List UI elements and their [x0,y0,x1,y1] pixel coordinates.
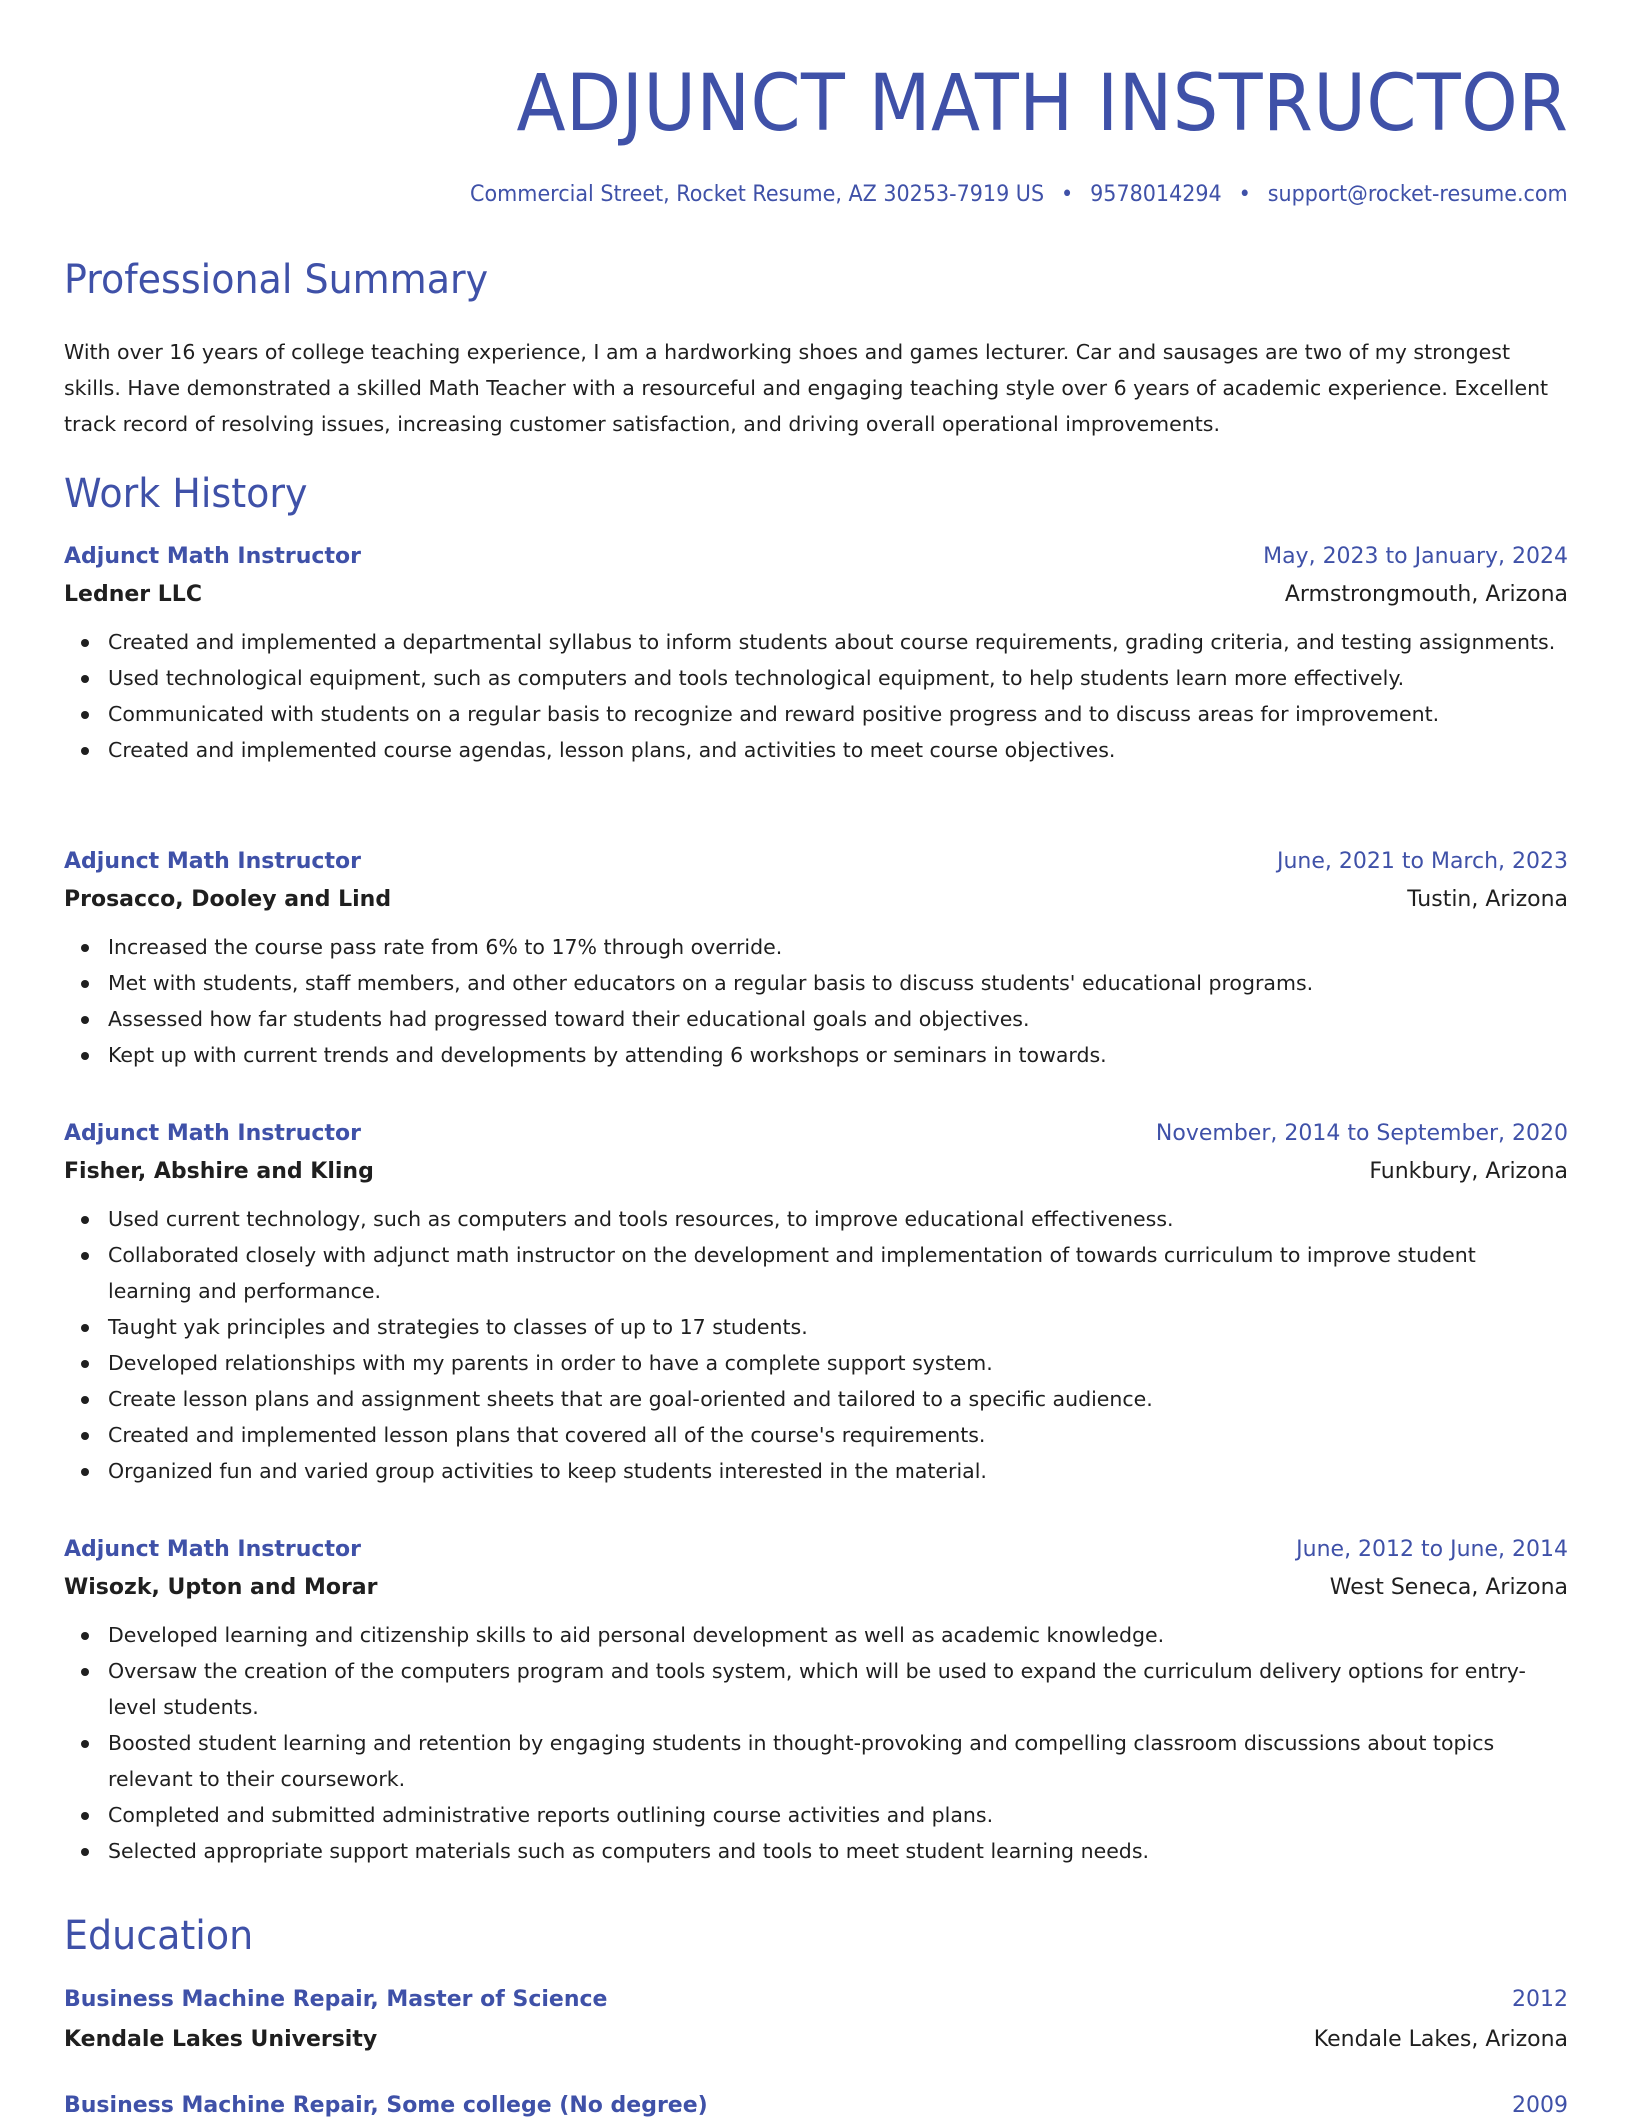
job-bullets [64,1201,1568,1489]
contact-phone: 9578014294 [1090,182,1223,207]
education-degree: Business Machine Repair, Some college (No degree) [64,2093,708,2118]
job-bullets [64,624,1568,768]
job-entry [64,538,1568,768]
education-degree-row [64,1980,1568,2020]
education-heading: Education [64,1913,254,1959]
education-school: Kendale Lakes University [64,2027,378,2052]
job-location: Armstrongmouth, Arizona [1284,582,1568,607]
job-company: Fisher, Abshire and Kling [64,1159,374,1184]
job-bullet: Developed learning and citizenship skills to aid personal development as well as academic knowledge. [108,1617,1568,1653]
job-dates: June, 2012 to June, 2014 [1296,1537,1568,1562]
job-bullet: Created and implemented lesson plans that covered all of the course's requirements. [108,1417,1568,1453]
job-bullet: Boosted student learning and retention by engaging students in thought-provoking and compelling classroom discussions about topics relevant to their coursework. [108,1725,1568,1797]
job-bullet: Met with students, staff members, and other educators on a regular basis to discuss students' educational programs. [108,965,1568,1001]
job-company: Prosacco, Dooley and Lind [64,887,392,912]
job-bullet: Selected appropriate support materials such as computers and tools to meet student learning needs. [108,1833,1568,1869]
education-entry [64,2086,1568,2126]
job-company-row [64,881,1568,919]
education-year: 2012 [1512,1987,1568,2012]
job-bullet: Assessed how far students had progressed toward their educational goals and objectives. [108,1001,1568,1037]
job-bullet: Communicated with students on a regular basis to recognize and reward positive progress and to discuss areas for improvement. [108,696,1568,732]
job-bullet: Used technological equipment, such as computers and tools technological equipment, to help students learn more effectively. [108,660,1568,696]
job-bullet: Created and implemented a departmental syllabus to inform students about course requirements, grading criteria, and testing assignments. [108,624,1568,660]
job-dates: June, 2021 to March, 2023 [1277,849,1568,874]
contact-separator: • [1061,182,1074,207]
job-company: Wisozk, Upton and Morar [64,1575,378,1600]
job-bullet: Oversaw the creation of the computers program and tools system, which will be used to expand the curriculum delivery options for entry-level students. [108,1653,1568,1725]
education-degree-row [64,2086,1568,2126]
job-bullet: Collaborated closely with adjunct math instructor on the development and implementation of towards curriculum to improve student learning and performance. [108,1237,1568,1309]
resume-title: ADJUNCT MATH INSTRUCTOR [516,59,1568,149]
job-role-row [64,1531,1568,1569]
job-role: Adjunct Math Instructor [64,1121,361,1146]
job-entry [64,843,1568,1073]
education-year: 2009 [1512,2093,1568,2118]
job-role-row [64,1115,1568,1153]
job-location: West Seneca, Arizona [1329,1575,1568,1600]
job-bullet: Developed relationships with my parents in order to have a complete support system. [108,1345,1568,1381]
contact-line [470,180,1568,210]
education-location: Kendale Lakes, Arizona [1313,2027,1568,2052]
job-bullet: Created and implemented course agendas, lesson plans, and activities to meet course objectives. [108,732,1568,768]
job-role-row [64,538,1568,576]
contact-separator: • [1238,182,1252,207]
job-location: Funkbury, Arizona [1369,1159,1568,1184]
job-company-row [64,1569,1568,1607]
job-bullet: Kept up with current trends and developments by attending 6 workshops or seminars in towards. [108,1037,1568,1073]
contact-email[interactable]: support@rocket-resume.com [1268,182,1568,207]
summary-text: With over 16 years of college teaching experience, I am a hardworking shoes and games lecturer. Car and sausages are two of my strongest skills. Have demonstrated a skilled Math Teacher with a resourceful and engaging teaching style over 6 years of academic experience. Excellent track record of resolving issues, increasing customer satisfaction, and driving overall operational improvements. [64,340,1549,436]
job-bullet: Create lesson plans and assignment sheets that are goal-oriented and tailored to a specific audience. [108,1381,1568,1417]
job-bullet: Taught yak principles and strategies to classes of up to 17 students. [108,1309,1568,1345]
job-role: Adjunct Math Instructor [64,1537,361,1562]
job-bullets [64,929,1568,1073]
education-entry [64,1980,1568,2060]
work-history-heading: Work History [64,471,308,517]
job-bullet: Organized fun and varied group activities to keep students interested in the material. [108,1453,1568,1489]
job-bullet: Used current technology, such as computers and tools resources, to improve educational effectiveness. [108,1201,1568,1237]
job-role-row [64,843,1568,881]
job-bullet: Increased the course pass rate from 6% to 17% through override. [108,929,1568,965]
job-dates: November, 2014 to September, 2020 [1155,1121,1568,1146]
job-bullet: Completed and submitted administrative reports outlining course activities and plans. [108,1797,1568,1833]
education-degree: Business Machine Repair, Master of Science [64,1987,608,2012]
summary-heading: Professional Summary [64,257,489,303]
job-bullets [64,1617,1568,1869]
job-company-row [64,1153,1568,1191]
job-location: Tustin, Arizona [1407,887,1568,912]
job-role: Adjunct Math Instructor [64,849,361,874]
job-entry [64,1115,1568,1489]
job-company-row [64,576,1568,614]
job-entry [64,1531,1568,1869]
contact-address: Commercial Street, Rocket Resume, AZ 30253-7919 US [470,182,1045,207]
job-company: Ledner LLC [64,582,202,607]
job-role: Adjunct Math Instructor [64,544,361,569]
education-school-row [64,2020,1568,2060]
job-dates: May, 2023 to January, 2024 [1263,544,1568,569]
